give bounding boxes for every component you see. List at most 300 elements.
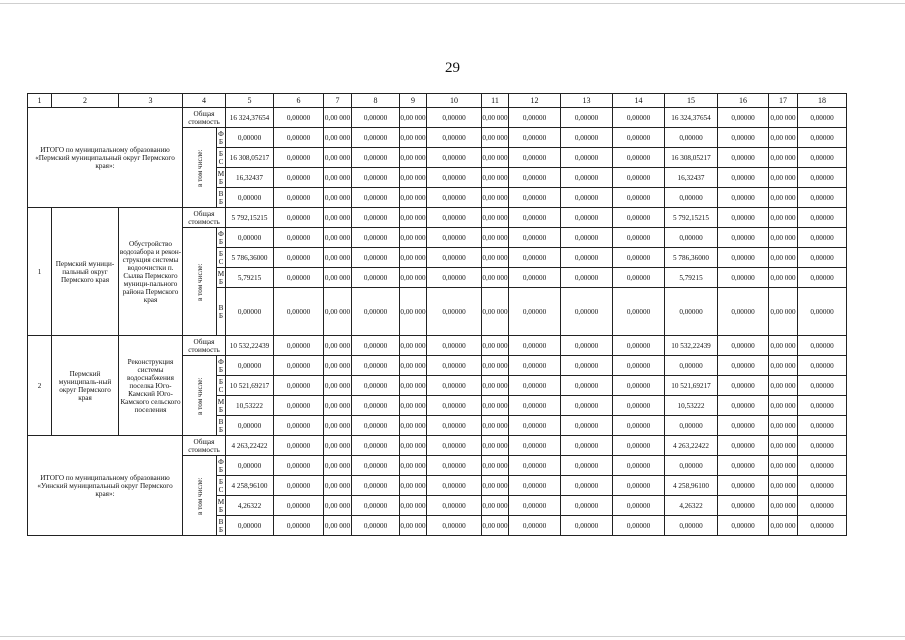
value-cell: 0,00 000 <box>482 108 509 128</box>
value-cell: 0,00000 <box>509 416 561 436</box>
value-cell: 0,00 000 <box>769 228 798 248</box>
value-cell: 0,00000 <box>352 268 400 288</box>
value-cell: 0,00 000 <box>324 168 352 188</box>
funding-source: МБ <box>217 169 225 186</box>
value-cell: 0,00000 <box>509 108 561 128</box>
value-cell: 0,00000 <box>274 248 324 268</box>
value-cell: 0,00 000 <box>769 516 798 536</box>
value-cell: 0,00000 <box>561 148 613 168</box>
value-cell: 0,00000 <box>509 268 561 288</box>
value-cell: 0,00 000 <box>400 496 427 516</box>
value-cell: 0,00000 <box>427 208 482 228</box>
value-cell: 0,00000 <box>798 396 847 416</box>
funding-source: БС <box>217 376 226 396</box>
value-cell: 0,00000 <box>427 396 482 416</box>
value-cell: 4,26322 <box>665 496 718 516</box>
value-cell: 0,00000 <box>274 108 324 128</box>
value-cell: 0,00000 <box>427 248 482 268</box>
value-cell: 0,00 000 <box>400 516 427 536</box>
value-cell: 0,00 000 <box>400 168 427 188</box>
value-cell: 0,00000 <box>613 436 665 456</box>
value-cell: 0,00000 <box>274 456 324 476</box>
value-cell: 0,00000 <box>798 416 847 436</box>
value-cell: 0,00 000 <box>482 188 509 208</box>
funding-source: ФБ <box>218 129 224 146</box>
value-cell: 0,00000 <box>352 108 400 128</box>
funding-source: Общая стоимость <box>183 208 226 228</box>
including-label: в том числе: <box>183 128 217 208</box>
value-cell: 0,00000 <box>274 168 324 188</box>
value-cell: 0,00 000 <box>769 268 798 288</box>
value-cell: 0,00000 <box>798 148 847 168</box>
value-cell: 0,00000 <box>665 416 718 436</box>
value-cell: 0,00000 <box>561 168 613 188</box>
value-cell: 0,00000 <box>509 288 561 336</box>
value-cell: 0,00000 <box>561 128 613 148</box>
value-cell: 0,00000 <box>274 288 324 336</box>
value-cell: 0,00000 <box>718 148 769 168</box>
value-cell: 0,00 000 <box>324 208 352 228</box>
value-cell: 0,00000 <box>798 168 847 188</box>
value-cell: 0,00 000 <box>324 188 352 208</box>
value-cell: 0,00000 <box>561 396 613 416</box>
page-number: 29 <box>445 60 460 76</box>
value-cell: 0,00 000 <box>324 496 352 516</box>
value-cell: 0,00000 <box>798 268 847 288</box>
value-cell: 0,00000 <box>798 476 847 496</box>
value-cell: 0,00 000 <box>769 496 798 516</box>
value-cell: 0,00000 <box>352 336 400 356</box>
header-cell: 6 <box>274 94 324 108</box>
value-cell: 0,00 000 <box>400 268 427 288</box>
value-cell: 0,00000 <box>798 436 847 456</box>
value-cell: 0,00 000 <box>400 188 427 208</box>
value-cell: 0,00000 <box>718 248 769 268</box>
value-cell: 0,00000 <box>665 516 718 536</box>
value-cell: 0,00 000 <box>324 416 352 436</box>
value-cell: 0,00 000 <box>400 396 427 416</box>
value-cell: 0,00 000 <box>482 496 509 516</box>
header-cell: 5 <box>226 94 274 108</box>
value-cell: 0,00000 <box>352 496 400 516</box>
value-cell: 0,00000 <box>561 336 613 356</box>
value-cell: 0,00000 <box>427 228 482 248</box>
scan-line-top <box>0 3 905 4</box>
scan-line-bottom <box>0 636 905 637</box>
value-cell: 0,00000 <box>509 188 561 208</box>
value-cell: 10 532,22439 <box>226 336 274 356</box>
value-cell: 0,00000 <box>718 356 769 376</box>
including-label: в том числе: <box>183 456 217 536</box>
value-cell: 0,00000 <box>561 228 613 248</box>
object-name: Обустройство водозабора и рекон-струкция системы водоочистки п. Сылва Пермского муници-пального района Пермского края <box>119 208 183 336</box>
header-cell: 18 <box>798 94 847 108</box>
value-cell: 0,00000 <box>561 108 613 128</box>
value-cell: 0,00 000 <box>324 108 352 128</box>
value-cell: 0,00 000 <box>400 288 427 336</box>
value-cell: 0,00 000 <box>400 416 427 436</box>
value-cell: 0,00 000 <box>324 476 352 496</box>
value-cell: 10 521,69217 <box>665 376 718 396</box>
value-cell: 0,00 000 <box>400 336 427 356</box>
value-cell: 0,00000 <box>509 168 561 188</box>
funding-source: БС <box>217 248 226 268</box>
value-cell: 0,00 000 <box>324 228 352 248</box>
funding-source: ВБ <box>217 288 226 336</box>
value-cell: 0,00000 <box>427 168 482 188</box>
value-cell: 0,00000 <box>665 188 718 208</box>
value-cell: 0,00000 <box>509 496 561 516</box>
value-cell: 0,00000 <box>352 288 400 336</box>
value-cell: 0,00 000 <box>482 516 509 536</box>
value-cell: 0,00000 <box>509 456 561 476</box>
value-cell: 0,00 000 <box>769 288 798 336</box>
value-cell: 0,00 000 <box>324 516 352 536</box>
funding-source: МБ <box>217 269 225 286</box>
header-cell: 10 <box>427 94 482 108</box>
total-label: ИТОГО по муниципальному образованию «Уинский муниципальный округ Пермского края»: <box>28 436 183 536</box>
value-cell: 0,00000 <box>718 516 769 536</box>
value-cell: 0,00000 <box>613 376 665 396</box>
value-cell: 0,00 000 <box>482 356 509 376</box>
value-cell: 0,00000 <box>352 128 400 148</box>
funding-source: ФБ <box>218 357 224 374</box>
value-cell: 0,00000 <box>509 436 561 456</box>
value-cell: 0,00000 <box>798 108 847 128</box>
value-cell: 10 521,69217 <box>226 376 274 396</box>
header-cell: 17 <box>769 94 798 108</box>
value-cell: 0,00000 <box>561 496 613 516</box>
value-cell: 0,00000 <box>718 456 769 476</box>
funding-source: ФБ <box>218 457 224 474</box>
value-cell: 0,00000 <box>665 128 718 148</box>
funding-source: БС <box>217 148 226 168</box>
value-cell: 0,00000 <box>613 208 665 228</box>
value-cell: 0,00 000 <box>769 188 798 208</box>
value-cell: 0,00000 <box>352 376 400 396</box>
value-cell: 0,00000 <box>427 476 482 496</box>
value-cell: 0,00 000 <box>400 436 427 456</box>
value-cell: 0,00000 <box>561 208 613 228</box>
value-cell: 0,00000 <box>561 248 613 268</box>
value-cell: 0,00 000 <box>400 476 427 496</box>
value-cell: 5 792,15215 <box>226 208 274 228</box>
value-cell: 0,00000 <box>613 188 665 208</box>
value-cell: 0,00000 <box>509 336 561 356</box>
value-cell: 0,00 000 <box>482 268 509 288</box>
value-cell: 0,00 000 <box>400 128 427 148</box>
value-cell: 0,00000 <box>718 268 769 288</box>
value-cell: 0,00 000 <box>769 168 798 188</box>
value-cell: 0,00000 <box>613 396 665 416</box>
value-cell: 0,00000 <box>613 248 665 268</box>
value-cell: 0,00000 <box>352 516 400 536</box>
value-cell: 16,32437 <box>665 168 718 188</box>
value-cell: 0,00000 <box>226 416 274 436</box>
value-cell: 16 324,37654 <box>226 108 274 128</box>
value-cell: 0,00000 <box>718 188 769 208</box>
value-cell: 0,00000 <box>352 248 400 268</box>
value-cell: 4 258,96100 <box>226 476 274 496</box>
value-cell: 0,00000 <box>352 168 400 188</box>
funding-source: Общая стоимость <box>183 108 226 128</box>
value-cell: 4 263,22422 <box>226 436 274 456</box>
value-cell: 0,00 000 <box>324 396 352 416</box>
value-cell: 0,00 000 <box>769 396 798 416</box>
value-cell: 0,00000 <box>274 228 324 248</box>
value-cell: 0,00000 <box>352 456 400 476</box>
value-cell: 0,00 000 <box>769 416 798 436</box>
value-cell: 0,00 000 <box>482 396 509 416</box>
value-cell: 5,79215 <box>226 268 274 288</box>
value-cell: 0,00 000 <box>324 376 352 396</box>
value-cell: 0,00000 <box>718 288 769 336</box>
value-cell: 0,00 000 <box>400 456 427 476</box>
funding-source: ВБ <box>217 188 226 208</box>
value-cell: 0,00000 <box>274 148 324 168</box>
value-cell: 0,00 000 <box>324 268 352 288</box>
funding-source: Общая стоимость <box>183 336 226 356</box>
value-cell: 16 308,05217 <box>665 148 718 168</box>
value-cell: 0,00 000 <box>324 288 352 336</box>
value-cell: 0,00000 <box>798 456 847 476</box>
value-cell: 0,00 000 <box>482 148 509 168</box>
header-cell: 14 <box>613 94 665 108</box>
value-cell: 0,00000 <box>274 336 324 356</box>
value-cell: 0,00 000 <box>324 128 352 148</box>
header-cell: 4 <box>183 94 226 108</box>
value-cell: 0,00000 <box>561 356 613 376</box>
value-cell: 0,00000 <box>427 108 482 128</box>
value-cell: 0,00 000 <box>482 128 509 148</box>
value-cell: 0,00000 <box>274 376 324 396</box>
value-cell: 0,00000 <box>613 356 665 376</box>
funding-source: ФБ <box>218 229 224 246</box>
value-cell: 0,00000 <box>274 416 324 436</box>
header-cell: 15 <box>665 94 718 108</box>
value-cell: 0,00000 <box>798 336 847 356</box>
value-cell: 0,00000 <box>274 516 324 536</box>
value-cell: 10,53222 <box>226 396 274 416</box>
value-cell: 0,00 000 <box>482 228 509 248</box>
funding-source: Общая стоимость <box>183 436 226 456</box>
value-cell: 0,00 000 <box>324 356 352 376</box>
value-cell: 0,00 000 <box>324 248 352 268</box>
value-cell: 0,00000 <box>613 516 665 536</box>
value-cell: 0,00000 <box>798 376 847 396</box>
value-cell: 0,00 000 <box>400 208 427 228</box>
header-cell: 1 <box>28 94 52 108</box>
value-cell: 0,00000 <box>427 416 482 436</box>
value-cell: 0,00 000 <box>769 436 798 456</box>
value-cell: 0,00000 <box>352 208 400 228</box>
value-cell: 0,00000 <box>509 396 561 416</box>
value-cell: 0,00000 <box>613 128 665 148</box>
value-cell: 0,00000 <box>798 288 847 336</box>
value-cell: 0,00000 <box>561 436 613 456</box>
municipality-name: Пермский муници-пальный округ Пермского края <box>52 208 119 336</box>
value-cell: 0,00000 <box>274 208 324 228</box>
value-cell: 0,00000 <box>613 476 665 496</box>
value-cell: 0,00000 <box>561 516 613 536</box>
value-cell: 0,00 000 <box>482 248 509 268</box>
total-label: ИТОГО по муниципальному образованию «Пермский муниципальный округ Пермского края»: <box>28 108 183 208</box>
value-cell: 0,00000 <box>509 148 561 168</box>
value-cell: 0,00 000 <box>400 356 427 376</box>
value-cell: 0,00 000 <box>769 128 798 148</box>
value-cell: 0,00000 <box>274 128 324 148</box>
value-cell: 0,00 000 <box>482 416 509 436</box>
including-label: в том числе: <box>183 228 217 336</box>
value-cell: 0,00000 <box>718 396 769 416</box>
value-cell: 0,00000 <box>352 148 400 168</box>
value-cell: 0,00 000 <box>769 376 798 396</box>
value-cell: 0,00000 <box>427 148 482 168</box>
value-cell: 0,00 000 <box>400 228 427 248</box>
funding-source: ВБ <box>217 516 226 536</box>
value-cell: 0,00000 <box>718 228 769 248</box>
header-cell: 8 <box>352 94 400 108</box>
value-cell: 0,00000 <box>352 436 400 456</box>
value-cell: 4 263,22422 <box>665 436 718 456</box>
value-cell: 0,00 000 <box>400 376 427 396</box>
value-cell: 0,00000 <box>718 168 769 188</box>
value-cell: 0,00000 <box>561 416 613 436</box>
value-cell: 0,00000 <box>352 356 400 376</box>
value-cell: 0,00 000 <box>769 108 798 128</box>
value-cell: 0,00000 <box>274 356 324 376</box>
value-cell: 16 308,05217 <box>226 148 274 168</box>
funding-source: МБ <box>217 397 225 414</box>
value-cell: 0,00 000 <box>482 376 509 396</box>
value-cell: 0,00000 <box>561 456 613 476</box>
value-cell: 0,00 000 <box>769 248 798 268</box>
value-cell: 0,00000 <box>427 268 482 288</box>
value-cell: 0,00000 <box>427 376 482 396</box>
value-cell: 0,00000 <box>718 128 769 148</box>
value-cell: 0,00000 <box>509 128 561 148</box>
value-cell: 0,00000 <box>665 288 718 336</box>
value-cell: 0,00000 <box>718 496 769 516</box>
value-cell: 0,00 000 <box>324 148 352 168</box>
value-cell: 0,00 000 <box>769 336 798 356</box>
value-cell: 0,00000 <box>798 188 847 208</box>
value-cell: 0,00000 <box>718 436 769 456</box>
funding-source: МБ <box>217 497 225 514</box>
value-cell: 0,00000 <box>613 228 665 248</box>
value-cell: 0,00 000 <box>769 476 798 496</box>
value-cell: 0,00000 <box>798 228 847 248</box>
header-cell: 3 <box>119 94 183 108</box>
value-cell: 0,00000 <box>427 496 482 516</box>
including-label: в том числе: <box>183 356 217 436</box>
value-cell: 0,00000 <box>274 476 324 496</box>
value-cell: 0,00000 <box>352 396 400 416</box>
value-cell: 0,00000 <box>274 268 324 288</box>
value-cell: 0,00000 <box>798 128 847 148</box>
value-cell: 0,00000 <box>798 248 847 268</box>
value-cell: 0,00000 <box>798 496 847 516</box>
header-cell: 7 <box>324 94 352 108</box>
table-row <box>28 208 847 228</box>
row-number: 1 <box>28 208 52 336</box>
value-cell: 4 258,96100 <box>665 476 718 496</box>
value-cell: 0,00000 <box>427 128 482 148</box>
value-cell: 0,00000 <box>509 248 561 268</box>
value-cell: 0,00000 <box>509 476 561 496</box>
value-cell: 0,00000 <box>613 108 665 128</box>
value-cell: 0,00000 <box>561 188 613 208</box>
value-cell: 0,00000 <box>274 396 324 416</box>
value-cell: 0,00000 <box>718 208 769 228</box>
value-cell: 0,00000 <box>561 268 613 288</box>
value-cell: 0,00000 <box>226 516 274 536</box>
value-cell: 0,00 000 <box>769 208 798 228</box>
value-cell: 0,00000 <box>613 456 665 476</box>
value-cell: 0,00000 <box>613 268 665 288</box>
value-cell: 0,00000 <box>352 228 400 248</box>
value-cell: 0,00000 <box>274 496 324 516</box>
value-cell: 0,00000 <box>274 436 324 456</box>
value-cell: 0,00000 <box>226 288 274 336</box>
value-cell: 0,00 000 <box>482 456 509 476</box>
header-cell: 16 <box>718 94 769 108</box>
header-cell: 12 <box>509 94 561 108</box>
value-cell: 0,00000 <box>427 188 482 208</box>
value-cell: 0,00000 <box>798 356 847 376</box>
value-cell: 0,00 000 <box>400 248 427 268</box>
value-cell: 4,26322 <box>226 496 274 516</box>
header-cell: 9 <box>400 94 427 108</box>
row-number: 2 <box>28 336 52 436</box>
value-cell: 0,00000 <box>561 376 613 396</box>
value-cell: 5 786,36000 <box>665 248 718 268</box>
value-cell: 0,00 000 <box>769 456 798 476</box>
funding-source: ВБ <box>217 416 226 436</box>
value-cell: 0,00000 <box>352 416 400 436</box>
budget-table <box>27 93 847 536</box>
value-cell: 0,00000 <box>427 288 482 336</box>
value-cell: 0,00000 <box>274 188 324 208</box>
value-cell: 16 324,37654 <box>665 108 718 128</box>
value-cell: 0,00000 <box>509 228 561 248</box>
value-cell: 0,00 000 <box>482 476 509 496</box>
value-cell: 0,00000 <box>226 456 274 476</box>
funding-source: БС <box>217 476 226 496</box>
value-cell: 0,00000 <box>718 476 769 496</box>
value-cell: 0,00000 <box>665 356 718 376</box>
value-cell: 0,00000 <box>509 516 561 536</box>
value-cell: 0,00 000 <box>400 108 427 128</box>
value-cell: 0,00000 <box>613 336 665 356</box>
value-cell: 0,00000 <box>226 128 274 148</box>
value-cell: 0,00000 <box>509 356 561 376</box>
value-cell: 0,00000 <box>226 228 274 248</box>
header-cell: 13 <box>561 94 613 108</box>
value-cell: 16,32437 <box>226 168 274 188</box>
value-cell: 10,53222 <box>665 396 718 416</box>
value-cell: 10 532,22439 <box>665 336 718 356</box>
value-cell: 0,00000 <box>718 336 769 356</box>
value-cell: 0,00000 <box>798 208 847 228</box>
value-cell: 0,00 000 <box>400 148 427 168</box>
value-cell: 0,00000 <box>509 376 561 396</box>
value-cell: 0,00000 <box>226 188 274 208</box>
value-cell: 0,00 000 <box>482 336 509 356</box>
value-cell: 0,00 000 <box>324 336 352 356</box>
value-cell: 0,00 000 <box>324 436 352 456</box>
object-name: Реконструкция системы водоснабжения поселка Юго-Камский Юго-Камского сельского поселения <box>119 336 183 436</box>
